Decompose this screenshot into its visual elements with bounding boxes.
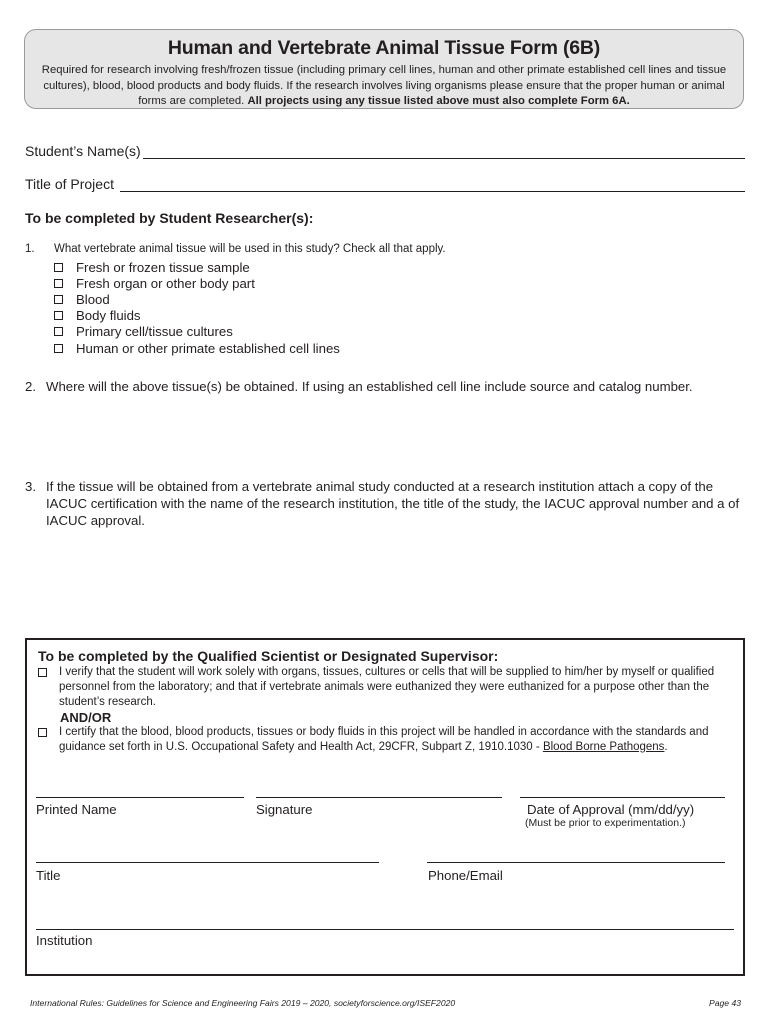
institution-line[interactable] xyxy=(36,929,734,930)
checklist-item-label: Fresh or frozen tissue sample xyxy=(76,259,250,275)
question-2-text: Where will the above tissue(s) be obtained. If using an established cell line include source and catalog number. xyxy=(46,379,693,394)
project-title-field[interactable] xyxy=(120,176,745,192)
project-title-row xyxy=(25,176,745,192)
date-of-approval-label: Date of Approval (mm/dd/yy) xyxy=(527,802,695,817)
title-line[interactable] xyxy=(36,862,379,863)
checklist-item-label: Primary cell/tissue cultures xyxy=(76,324,233,340)
tissue-checklist xyxy=(54,259,340,356)
question-3-text: If the tissue will be obtained from a vertebrate animal study conducted at a research institution attach a copy of the IACUC certification with the name of the research institution, the title of the study, the IACUC approval number and a of IACUC approval. xyxy=(46,479,740,528)
checkbox[interactable] xyxy=(54,279,63,288)
checklist-item[interactable] xyxy=(54,324,340,340)
form-description-bold: All projects using any tissue listed above must also complete Form 6A. xyxy=(247,95,630,107)
institution-label: Institution xyxy=(36,933,93,948)
signature-label: Signature xyxy=(256,802,313,817)
checkbox[interactable] xyxy=(38,668,47,677)
question-3-number: 3. xyxy=(25,479,36,494)
checklist-item[interactable] xyxy=(54,275,340,291)
footer-citation: International Rules: Guidelines for Science and Engineering Fairs 2019 – 2020, societyforscience.org/ISEF2020 xyxy=(30,998,456,1008)
form-description xyxy=(25,63,743,110)
date-of-approval-note: (Must be prior to experimentation.) xyxy=(525,817,686,829)
checklist-item-label: Human or other primate established cell lines xyxy=(76,340,340,356)
title-label: Title xyxy=(36,868,61,883)
checklist-item[interactable] xyxy=(54,340,340,356)
checklist-item[interactable] xyxy=(54,259,340,275)
supervisor-section xyxy=(25,638,745,976)
supervisor-certify-item[interactable] xyxy=(38,725,728,755)
supervisor-certify-text-main: I certify that the blood, blood products, tissues or body fluids in this project will be handled in accordance with the standards and guidance set forth in U.S. Occupational Safety and Health Act, 29CFR, Subpart Z, 1910.1030 - xyxy=(59,726,709,753)
project-title-label: Title of Project xyxy=(25,176,114,192)
question-1-number: 1. xyxy=(25,243,35,255)
printed-name-line[interactable] xyxy=(36,797,244,798)
checkbox[interactable] xyxy=(38,728,47,737)
question-3 xyxy=(25,478,743,529)
supervisor-verify-text: I verify that the student will work solely with organs, tissues, cultures or cells that will be supplied to him/her by myself or qualified personnel from the laboratory; and that if vertebrate animals were euthanized they were euthanized for a purpose other than the student’s research. xyxy=(59,666,715,708)
supervisor-verify-item[interactable] xyxy=(38,665,728,710)
students-name-row xyxy=(25,143,745,159)
student-section-heading: To be completed by Student Researcher(s): xyxy=(25,210,314,226)
checkbox[interactable] xyxy=(54,295,63,304)
checkbox[interactable] xyxy=(54,327,63,336)
checklist-item-label: Body fluids xyxy=(76,308,141,324)
form-title: Human and Vertebrate Animal Tissue Form (6B) xyxy=(167,37,601,59)
checkbox[interactable] xyxy=(54,311,63,320)
checklist-item[interactable] xyxy=(54,308,340,324)
checklist-item-label: Blood xyxy=(76,291,110,307)
blood-borne-pathogens-link[interactable]: Blood Borne Pathogens xyxy=(542,741,665,753)
date-of-approval-line[interactable] xyxy=(520,797,725,798)
students-name-field[interactable] xyxy=(143,143,745,159)
page-number: Page 43 xyxy=(709,998,742,1008)
checkbox[interactable] xyxy=(54,344,63,353)
phone-email-line[interactable] xyxy=(427,862,725,863)
students-name-label: Student’s Name(s) xyxy=(25,143,141,159)
question-1-text: What vertebrate animal tissue will be used in this study? Check all that apply. xyxy=(54,243,446,255)
checklist-item-label: Fresh organ or other body part xyxy=(76,275,255,291)
printed-name-label: Printed Name xyxy=(36,802,117,817)
supervisor-certify-text-end: . xyxy=(664,741,668,753)
form-header xyxy=(24,29,744,109)
supervisor-certify-text xyxy=(59,725,728,755)
question-2-number: 2. xyxy=(25,379,36,394)
signature-line[interactable] xyxy=(256,797,502,798)
question-2 xyxy=(25,378,743,395)
and-or-label: AND/OR xyxy=(60,710,112,725)
phone-email-label: Phone/Email xyxy=(428,868,503,883)
checkbox[interactable] xyxy=(54,263,63,272)
checklist-item[interactable] xyxy=(54,291,340,307)
form-description-text: Required for research involving fresh/frozen tissue (including primary cell lines, human and other primate established cell lines and tissue cultures), blood, blood products and body fluids. If the research involves living organisms please ensure that the proper human or animal forms are completed. xyxy=(41,64,727,107)
supervisor-section-heading: To be completed by the Qualified Scientist or Designated Supervisor: xyxy=(38,648,499,664)
